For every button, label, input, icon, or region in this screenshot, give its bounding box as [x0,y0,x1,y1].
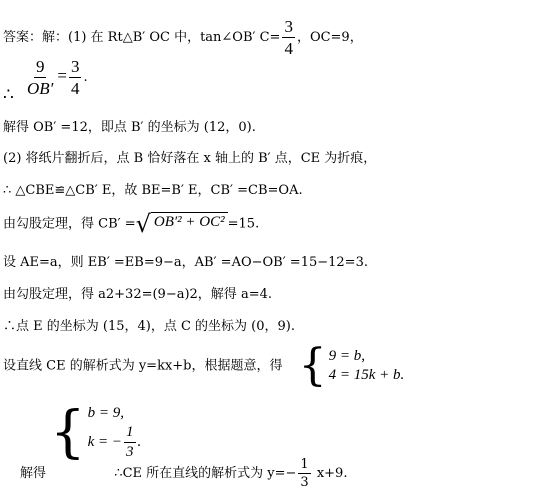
line-4: (2) 将纸片翻折后，点 B 恰好落在 x 轴上的 B′ 点，CE 为折痕， [3,151,377,166]
line-1 [3,18,363,57]
line-9: ∴点 E 的坐标为 (15，4)，点 C 的坐标为 (0，9). [3,319,296,334]
line-1-text: 答案：解：(1) 在 Rt△B′ OC 中，tan∠OB′ C= [3,30,281,45]
line-1-tail: ，OC=9， [296,30,363,45]
fraction-three-quarters: $\frac{3}{4}$ [284,17,293,58]
line-5: ∴ △CBE≌△CB′ E，故 BE=B′ E，CB′ =CB=OA. [3,183,303,198]
line-2: $\frac{9}{OB'}$ = $\frac{3}{4}$ . [27,57,88,98]
equation-system-2: { b = 9, k = − $\frac{1}{3}$ . [50,400,142,465]
line-3: 解得 OB′ =12，即点 B′ 的坐标为 (12，0). [3,120,256,135]
square-root-expression: √ OB′² + OC² [136,212,228,236]
line-6: 由勾股定理，得 CB′ = √ OB′² + OC² =15. [3,210,260,238]
line-8: 由勾股定理，得 a2+32=(9−a)2，解得 a=4. [3,287,272,302]
equation-system-1: { 9 = b, 4 = 15k + b. [298,340,405,391]
line-7: 设 AE=a，则 EB′ =EB=9−a，AB′ =AO−OB′ =15−12=3. [3,255,368,270]
fraction-9-over-ob: $\frac{9}{OB'}$ [27,57,54,98]
fraction-one-third-2: $\frac{1}{3}$ [300,457,309,490]
fraction-one-third: $\frac{1}{3}$ [126,424,134,460]
fraction-three-quarters-2: $\frac{3}{4}$ [70,57,80,98]
solution-document: 答案：解：(1) 在 Rt△B′ OC 中，tan∠OB′ C= $\frac{3}{4}$ ，OC=9， $\frac{9}{OB'}$ = $\frac{3}{4}$ . ∴ 解得 OB′ =12，即点 B′ 的坐标为 (12，0). (2) 将纸片翻折后，点 B 恰好落在 x 轴上的 B′ 点，CE 为折痕， ∴ △CBE≌△CB′ E，故 BE=B′ E，CB′ =CB=OA. 由勾股定理，得 CB′ = √ OB′² + OC² =15. 设 AE=a，则 EB′ =EB=9−a，AB′ =AO−OB′ =15−12=3. 由勾股定理，得 a2+32=(9−a)2，解得 a=4. ∴点 E 的坐标为 (15，4)，点 C 的坐标为 (0，9). 设直线 CE 的解析式为 y=kx+b，根据题意，得 { 9 = b, 4 = 15k + b. { b = 9, k = − $\frac{1}{3}$ . 解得 ∴CE 所在直线的解析式为 y=− $\frac{1}{3}$ x+9. [3,17,405,490]
line-10: 设直线 CE 的解析式为 y=kx+b，根据题意，得 { 9 = b, 4 = 15k + b. [3,340,405,391]
therefore-symbol-line-2: ∴ [3,85,14,104]
